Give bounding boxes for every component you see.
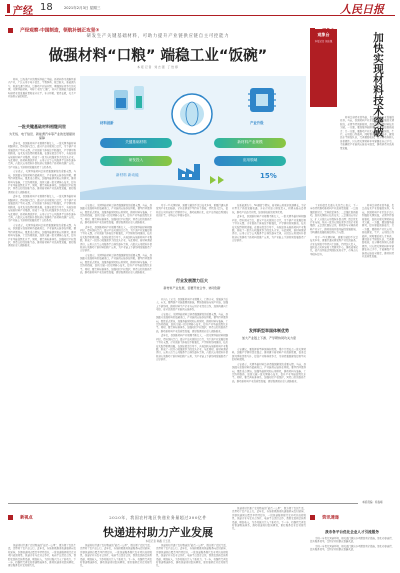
col5-text-b: 对于一些关键材料，需要突破的不仅是技术本身，更要打通从研发到产业化的链条。企业在研发中坚持自主创新，持续加大投入，依托重点实验室和工程研究中心，推动成果转化，使产品性能达到国际先进水平，市场占有率稳步提升。 (310, 235, 358, 256)
sidebar-body (340, 116, 394, 196)
sidebar-bottom-headline: 我市各平台优化企业人才引流服务 (325, 530, 379, 534)
intro-text: 材料，是先进产业的物质基础之基础。新材料作为战略性新兴产业，广泛应用于电子信息、生物医药、航空航天、新能源汽车、轨道交通等领域，是推动产业链升级、增强国家竞争力的关键。关键基础材料，号称工业的“口粮”，其自主保障能力直接影响制造业的发展质量和安全水平。补齐短板、锻造长板，关乎产业链供应链的稳定。 (8, 78, 76, 99)
section2-col-2-text: 快递进村打通了农村物流的“最后一公里”，既方便了农民生活，也带动了农产品上行。近年来，各地积极推进快递服务向农村延伸，乡镇快递网点覆盖率持续提升，一批快递服务现代农业项目成效明显。快递企业与农业合作社、电商平台深度合作，帮助农民拓宽销售渠道，增加收入，为乡村振兴注入了新动力。下一步，将继续完善农村寄递物流体系，推动快递进村提质增效，更好服务农业农村现代化。 (80, 544, 152, 568)
section2-tag: 新视点 (20, 514, 33, 520)
col1-text: 近年来，我国新材料产业规模不断壮大，一批关键基础材料相继问世，填补国内空白，部分产品实现进口替代，为下游产业发展提供了坚实支撑。企业创新主体地位不断强化，产学研用协同推进，技术攻关取得积极进展。在国家政策引导下，各地加快布局新材料产业集群，形成了一批具有较强竞争力的龙头企业。与此同时，新材料测试评价、应用示范等公共服务平台体系逐步完善，首批次应用保险补偿机制有效推动了新材料的推广应用，为产业链上下游协同发展创造了良好条件。 (8, 142, 76, 169)
subhead-3 (232, 328, 306, 340)
article-col-5 (310, 204, 358, 494)
info-label-2: 新材料产业规模 (237, 139, 263, 144)
factory-icon (178, 164, 200, 180)
bottom-rule (8, 503, 358, 504)
sidebar-red-box-text (313, 40, 334, 104)
col2-text-c: 专家表示，关键基础材料是制造强国建设的重要支撑。当前，我国部分高端材料仍依赖进口，产业链供应链存在短板。要坚持问题导向，聚焦重点领域，加强基础研究和应用研究，推动材料与装备、工艺协同创新，加快突破一批关键核心技术，提升产业基础高级化水平。同时，要完善标准体系，加强知识产权保护，营造良好的创新生态，推动新材料产业高质量发展，更好服务国家重大战略需求。 (80, 254, 152, 275)
masthead-logo: 人民日报 (340, 3, 384, 16)
sidebar-body-text: 材料是制造业的基础，也是高技术产业发展的先导。当前，我国材料产业正处于由大到强的关键阶段，必须坚持创新驱动，加快实现关键材料技术突破。一方面，要加强基础研究，提升原始创新能力；另一方面，要推动产业化应用，形成研发、生产、应用的良性循环。同时要重视人才培养，建设高水平研发队伍，完善激励机制，充分调动科研人员积极性。只有把关键材料牢牢掌握在自己手中，才能确保产业链供应链安全稳定，推动制造业高质量发展。 (340, 116, 394, 150)
article-kicker: 研发生产关键基础材料，可助力提升产业链供应链自主可控能力 (86, 34, 230, 39)
chip-icon (248, 88, 276, 112)
article-col-2 (80, 204, 152, 498)
sidebar-top (310, 20, 394, 196)
info-label-4: 应用领域 (242, 157, 258, 162)
infographic (80, 76, 306, 200)
beaker-icon (114, 86, 144, 110)
subhead-1-title: 一批关键基础材料相继问世 (18, 124, 66, 129)
sidebar-red-box-title: 观象台 (317, 32, 330, 37)
section-marker (7, 4, 10, 13)
article-col-4-top (232, 204, 306, 324)
info-percent: 15% (260, 172, 277, 180)
sidebar-red-box (310, 29, 337, 107)
col2-text-b: 近年来，我国新材料产业规模不断壮大，一批关键基础材料相继问世，填补国内空白，部分产品实现进口替代，为下游产业发展提供了坚实支撑。企业创新主体地位不断强化，产学研用协同推进，技术攻关取得积极进展。在国家政策引导下，各地加快布局新材料产业集群，形成了一批具有较强竞争力的龙头企业。与此同时，新材料测试评价、应用示范等公共服务平台体系逐步完善，首批次应用保险补偿机制有效推动了新材料的推广应用，为产业链上下游协同发展创造了良好条件。 (80, 225, 152, 253)
article-byline: 本报记者 刘志强 丁怡婷 (137, 65, 179, 69)
article-col-3-bottom (156, 298, 228, 498)
article-col-1 (8, 142, 76, 498)
section2-col-4 (232, 507, 306, 563)
series-label: 产经观察·中国制造，领航补链正攻坚③ (20, 28, 100, 34)
info-label-3: 研发投入 (128, 157, 144, 162)
subhead-3-title: 发挥新型举国体制优势 (249, 328, 289, 333)
article-intro (8, 78, 76, 118)
masthead (0, 0, 400, 16)
section2-headline: 快递进村助力产业发展 (103, 526, 213, 539)
col1-text-c: 近年来，我国新材料产业规模不断壮大，一批关键基础材料相继问世，填补国内空白，部分产品实现进口替代，为下游产业发展提供了坚实支撑。企业创新主体地位不断强化，产学研用协同推进，技术攻关取得积极进展。在国家政策引导下，各地加快布局新材料产业集群，形成了一批具有较强竞争力的龙头企业。与此同时，新材料测试评价、应用示范等公共服务平台体系逐步完善，首批次应用保险补偿机制有效推动了新材料的推广应用，为产业链上下游协同发展创造了良好条件。 (8, 195, 76, 223)
globe-icon (172, 94, 212, 134)
col3-bottom-text-c: 近年来，我国新材料产业规模不断壮大，一批关键基础材料相继问世，填补国内空白，部分产品实现进口替代，为下游产业发展提供了坚实支撑。企业创新主体地位不断强化，产学研用协同推进，技术攻关取得积极进展。在国家政策引导下，各地加快布局新材料产业集群，形成了一批具有较强竞争力的龙头企业。与此同时，新材料测试评价、应用示范等公共服务平台体系逐步完善，首批次应用保险补偿机制有效推动了新材料的推广应用，为产业链上下游协同发展创造了良好条件。 (156, 334, 228, 362)
sidebar-bottom-body-text: 为进一步优化营商环境，相关部门推出多项便民利企措施，简化办事流程，提升服务效率，受到企业和群众普遍欢迎。 (310, 537, 394, 544)
info-caption-left: 材料创新 (100, 121, 114, 125)
article-col-3-top (156, 204, 228, 274)
info-label-1: 关键基础材料 (125, 139, 147, 144)
col3-bottom-text: 业内人士认为，我国新材料产业规模大、门类齐全，发展潜力巨大。未来，要围绕产业链部署创新链，围绕创新链布局产业链，加强上下游协同，推动材料生产企业与应用企业深度合作，加快构建自主可控、安全高效的产业链供应链体系。 (156, 298, 228, 312)
section-name: 产经 (13, 6, 33, 17)
sidebar-bottom-tag-row (310, 507, 394, 526)
sidebar-bottom-body-text-b: 为进一步优化营商环境，相关部门推出多项便民利企措施，简化办事流程，提升服务效率，受到企业和群众普遍欢迎。 (310, 545, 394, 552)
section2-col-2 (80, 544, 152, 568)
subhead-1-deck: 为无线、电子信息、新能源汽车等产业的发展提供保障 (8, 132, 75, 140)
subhead-1 (8, 124, 76, 140)
section2-col-3 (156, 544, 228, 568)
col3-top-text: 对于一些关键材料，需要突破的不仅是技术本身，更要打通从研发到产业化的链条。企业在研发中坚持自主创新，持续加大投入，依托重点实验室和工程研究中心，推动成果转化，使产品性能达到国际先进水平，市场占有率稳步提升。 (156, 204, 228, 218)
col5-text: 工业和信息化部有关负责人表示，下一步将持续推动新材料产业高质量发展：一是加强顶层设计，完善政策体系；二是强化创新驱动，加快关键核心技术攻关；三是推进应用示范，扩大首批次应用保险补偿范围；四是优化产业布局，培育一批具有国际竞争力的企业和集群；五是深化国际合作，积极参与全球新材料产业分工，推动形成开放共赢的发展格局，为构建新发展格局提供有力支撑。 (310, 204, 358, 235)
infographic-art (80, 76, 306, 200)
subhead-2-title: 行业发展潜力巨大 (176, 278, 208, 283)
editor-credit: 本版责编：杨俊峰 (362, 501, 383, 504)
issue-date: 2021年2月3日 星期三 (64, 6, 101, 10)
section2-byline: 本报记者 韩鑫 亓玉昆 (145, 540, 171, 543)
chevron-icon (210, 176, 224, 184)
sidebar-col-right-text: 材料是制造业的基础，也是高技术产业发展的先导。当前，我国材料产业正处于由大到强的关键阶段，必须坚持创新驱动，加快实现关键材料技术突破。一方面，要加强基础研究，提升原始创新能力；另一方面，要推动产业化应用，形成研发、生产、应用的良性循环。同时要重视人才培养，建设高水平研发队伍，完善激励机制，充分调动科研人员积极性。只有把关键材料牢牢掌握在自己手中，才能确保产业链供应链安全稳定，推动制造业高质量发展。 (362, 204, 394, 259)
section2-col-4-text: 快递进村打通了农村物流的“最后一公里”，既方便了农民生活，也带动了农产品上行。近年来，各地积极推进快递服务向农村延伸，乡镇快递网点覆盖率持续提升，一批快递服务现代农业项目成效明显。快递企业与农业合作社、电商平台深度合作，帮助农民拓宽销售渠道，增加收入，为乡村振兴注入了新动力。下一步，将继续完善农村寄递物流体系，推动快递进村提质增效，更好服务农业农村现代化。 (232, 507, 306, 531)
col1-text-d: 专家表示，关键基础材料是制造强国建设的重要支撑。当前，我国部分高端材料仍依赖进口，产业链供应链存在短板。要坚持问题导向，聚焦重点领域，加强基础研究和应用研究，推动材料与装备、工艺协同创新，加快突破一批关键核心技术，提升产业基础高级化水平。同时，要完善标准体系，加强知识产权保护，营造良好的创新生态，推动新材料产业高质量发展，更好服务国家重大战略需求。 (8, 223, 76, 248)
article-col-4-bottom (232, 348, 306, 498)
section2-kicker: 2020年，我国农村地区快递业务量超过300亿件 (109, 515, 207, 520)
sidebar-col-right (362, 204, 394, 494)
col3-bottom-text-b: 专家表示，关键基础材料是制造强国建设的重要支撑。当前，我国部分高端材料仍依赖进口，产业链供应链存在短板。要坚持问题导向，聚焦重点领域，加强基础研究和应用研究，推动材料与装备、工艺协同创新，加快突破一批关键核心技术，提升产业基础高级化水平。同时，要完善标准体系，加强知识产权保护，营造良好的创新生态，推动新材料产业高质量发展，更好服务国家重大战略需求。 (156, 312, 228, 333)
section2-col-1-text: 快递进村打通了农村物流的“最后一公里”，既方便了农民生活，也带动了农产品上行。近年来，各地积极推进快递服务向农村延伸，乡镇快递网点覆盖率持续提升，一批快递服务现代农业项目成效明显。快递企业与农业合作社、电商平台深度合作，帮助农民拓宽销售渠道，增加收入，为乡村振兴注入了新动力。下一步，将继续完善农村寄递物流体系，推动快递进村提质增效，更好服务农业农村现代化。 (8, 544, 76, 568)
col4-bottom-text-b: 专家表示，关键基础材料是制造强国建设的重要支撑。当前，我国部分高端材料仍依赖进口，产业链供应链存在短板。要坚持问题导向，聚焦重点领域，加强基础研究和应用研究，推动材料与装备、工艺协同创新，加快突破一批关键核心技术，提升产业基础高级化水平。同时，要完善标准体系，加强知识产权保护，营造良好的创新生态，推动新材料产业高质量发展，更好服务国家重大战略需求。 (232, 362, 306, 383)
col4-bottom-text: 专家建议，要发挥新型举国体制优势，集中力量攻克一批关键材料，加强产学研用深度融合。推动建立新材料产业创新联盟，促进资源共享和优势互补，提高产业整体竞争力，为制造强国建设提供坚实的材料保障。 (232, 348, 306, 362)
article-headline: 做强材料“口粮” 端稳工业“饭碗” (48, 47, 268, 64)
series-label-row (8, 20, 308, 34)
subhead-2 (156, 278, 228, 290)
sidebar-bottom (310, 507, 394, 563)
sidebar-headline: 加快实现材料技术突破 (372, 32, 384, 137)
info-caption-right: 产业升级 (250, 121, 264, 125)
sidebar-bottom-body (310, 537, 394, 573)
sidebar-red-box-text-p: 本报记者 刘志强 (314, 40, 333, 43)
section2-col-1 (8, 544, 76, 568)
subhead-2-deck: 新材料产业发展，需要开放合作、协同创新 (163, 286, 221, 290)
subhead-3-deck: 加大产业链上下游、产学研协同攻关力度 (241, 336, 296, 340)
sidebar-bottom-tag: 资讯速递 (322, 514, 339, 520)
col4-top-text-b: 近年来，我国新材料产业规模不断壮大，一批关键基础材料相继问世，填补国内空白，部分产品实现进口替代，为下游产业发展提供了坚实支撑。企业创新主体地位不断强化，产学研用协同推进，技术攻关取得积极进展。在国家政策引导下，各地加快布局新材料产业集群，形成了一批具有较强竞争力的龙头企业。与此同时，新材料测试评价、应用示范等公共服务平台体系逐步完善，首批次应用保险补偿机制有效推动了新材料的推广应用，为产业链上下游协同发展创造了良好条件。 (232, 215, 306, 243)
page-number: 18 (40, 2, 53, 13)
section2-col-3-text: 快递进村打通了农村物流的“最后一公里”，既方便了农民生活，也带动了农产品上行。近年来，各地积极推进快递服务向农村延伸，乡镇快递网点覆盖率持续提升，一批快递服务现代农业项目成效明显。快递企业与农业合作社、电商平台深度合作，帮助农民拓宽销售渠道，增加收入，为乡村振兴注入了新动力。下一步，将继续完善农村寄递物流体系，推动快递进村提质增效，更好服务农业农村现代化。 (156, 544, 228, 568)
col4-top-text: 在新能源汽车、5G通信等领域，新材料应用需求快速增长，为企业带来了新的发展机遇。多家企业加大研发投入，积极布局前沿领域，推动产品迭代升级，加快形成新的竞争优势。 (232, 204, 306, 214)
info-bottom-label: 新材料 新动能 (116, 173, 139, 177)
masthead-rule (5, 15, 395, 16)
col2-text: 专家表示，关键基础材料是制造强国建设的重要支撑。当前，我国部分高端材料仍依赖进口，产业链供应链存在短板。要坚持问题导向，聚焦重点领域，加强基础研究和应用研究，推动材料与装备、工艺协同创新，加快突破一批关键核心技术，提升产业基础高级化水平。同时，要完善标准体系，加强知识产权保护，营造良好的创新生态，推动新材料产业高质量发展，更好服务国家重大战略需求。 (80, 204, 152, 225)
sidebar-bottom-square (310, 515, 315, 520)
col1-text-b: 专家表示，关键基础材料是制造强国建设的重要支撑。当前，我国部分高端材料仍依赖进口，产业链供应链存在短板。要坚持问题导向，聚焦重点领域，加强基础研究和应用研究，推动材料与装备、工艺协同创新，加快突破一批关键核心技术，提升产业基础高级化水平。同时，要完善标准体系，加强知识产权保护，营造良好的创新生态，推动新材料产业高质量发展，更好服务国家重大战略需求。 (8, 170, 76, 194)
